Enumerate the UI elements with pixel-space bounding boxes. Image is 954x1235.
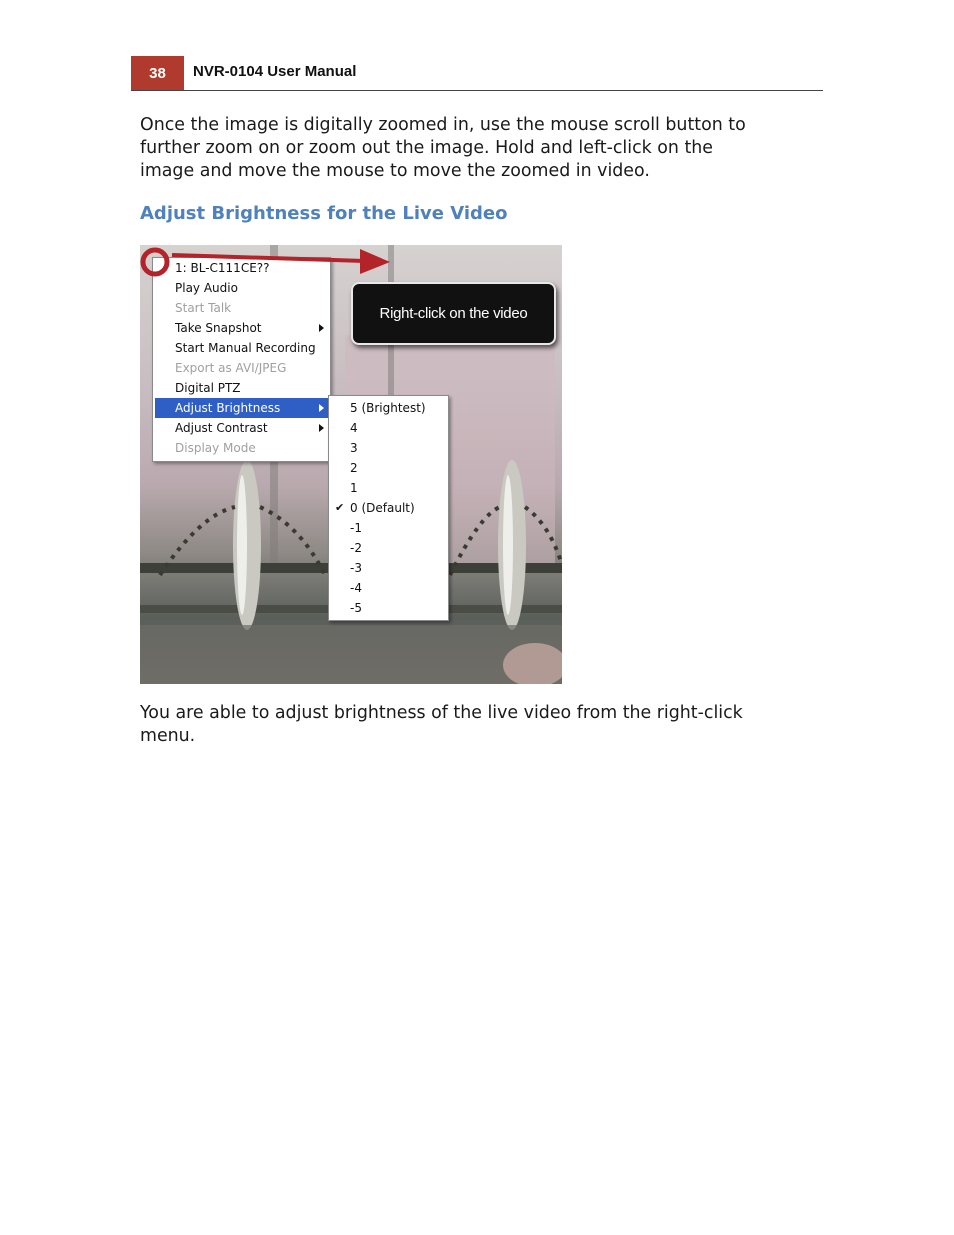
closing-line: You are able to adjust brightness of the live video from the right-click [140, 703, 743, 723]
option-label: 1 [350, 481, 358, 495]
header-divider [131, 90, 823, 91]
menu-item-label: Start Talk [175, 301, 232, 315]
menu-item-label: Digital PTZ [175, 381, 241, 395]
menu-item-label: Play Audio [175, 281, 238, 295]
checkmark-icon: ✔ [335, 501, 345, 514]
intro-line: further zoom on or zoom out the image. Hold and left-click on the [140, 138, 713, 158]
menu-item-label: Export as AVI/JPEG [175, 361, 287, 375]
option-label: 0 (Default) [350, 501, 415, 515]
option-label: 4 [350, 421, 358, 435]
section-heading: Adjust Brightness for the Live Video [140, 203, 508, 224]
intro-paragraph [140, 114, 820, 183]
intro-line: Once the image is digitally zoomed in, use the mouse scroll button to [140, 115, 746, 135]
menu-item-label: Adjust Brightness [175, 401, 281, 415]
menu-item-label: Display Mode [175, 441, 256, 455]
menu-item-label: Adjust Contrast [175, 421, 268, 435]
highlight-circle-icon [143, 250, 167, 274]
page-number: 38 [131, 56, 184, 90]
option-label: -5 [350, 601, 362, 615]
arrow-shaft [172, 255, 365, 261]
option-label: -4 [350, 581, 362, 595]
option-label: 2 [350, 461, 358, 475]
annotation-overlay [140, 245, 562, 684]
option-label: -2 [350, 541, 362, 555]
screenshot-figure [140, 245, 562, 684]
closing-line: menu. [140, 726, 196, 746]
menu-item-label: 1: BL-C111CE?? [175, 261, 270, 275]
document-title: NVR-0104 User Manual [193, 63, 357, 80]
option-label: 5 (Brightest) [350, 401, 426, 415]
option-label: -3 [350, 561, 362, 575]
intro-line: image and move the mouse to move the zoomed in video. [140, 161, 650, 181]
arrow-head-icon [360, 249, 390, 274]
callout-label: Right-click on the video [351, 282, 556, 345]
menu-item-label: Take Snapshot [175, 321, 262, 335]
closing-paragraph [140, 702, 820, 748]
menu-item-label: Start Manual Recording [175, 341, 316, 355]
option-label: 3 [350, 441, 358, 455]
option-label: -1 [350, 521, 362, 535]
